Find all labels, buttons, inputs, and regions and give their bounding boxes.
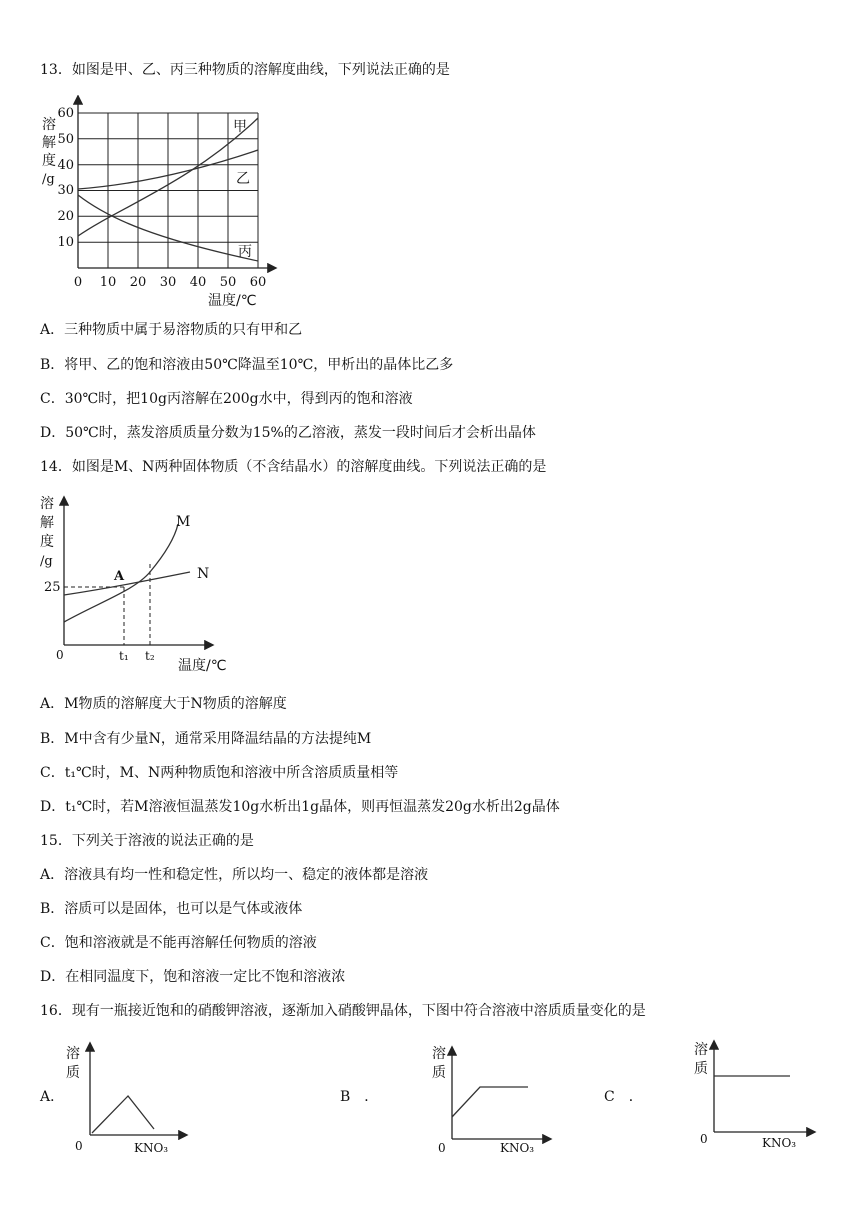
q13-xtick-40: 40 bbox=[189, 275, 207, 290]
q15-option-c: C．饱和溶液就是不能再溶解任何物质的溶液 bbox=[40, 935, 317, 951]
q16a-xlabel: KNO₃ bbox=[134, 1141, 169, 1155]
q16b-xlabel: KNO₃ bbox=[500, 1141, 535, 1155]
q16a-ylabel-1: 溶 bbox=[66, 1046, 80, 1062]
q13-option-b: B．将甲、乙的饱和溶液由50℃降温至10℃，甲析出的晶体比乙多 bbox=[40, 357, 454, 373]
q13-grid bbox=[78, 113, 258, 268]
q13-xlabel: 温度/℃ bbox=[208, 293, 257, 309]
q16-stem: 16．现有一瓶接近饱和的硝酸钾溶液，逐渐加入硝酸钾晶体，下图中符合溶液中溶质质量变化的是 bbox=[40, 1003, 646, 1019]
q13-xtick-10: 10 bbox=[99, 275, 117, 290]
q14-ylabel-3: 度 bbox=[40, 534, 54, 550]
q13-xtick-30: 30 bbox=[159, 275, 177, 290]
q14-ylabel-1: 溶 bbox=[40, 496, 54, 512]
q14-point-a: A bbox=[114, 569, 125, 584]
q14-stem: 14．如图是M、N两种固体物质（不含结晶水）的溶解度曲线。下列说法正确的是 bbox=[40, 459, 547, 475]
q13-ytick-10: 10 bbox=[57, 235, 74, 250]
q13-ylabel-3: 度 bbox=[42, 153, 56, 169]
q13-ylabel-unit: /g bbox=[42, 172, 55, 187]
q14-option-b: B．M中含有少量N，通常采用降温结晶的方法提纯M bbox=[40, 731, 372, 747]
q13-xtick-60: 60 bbox=[249, 275, 267, 290]
q13-label-jia: 甲 bbox=[233, 119, 247, 135]
q16-graph-a bbox=[62, 1040, 202, 1160]
q14-label-n: N bbox=[197, 566, 210, 582]
q14-y-mark-25: 25 bbox=[44, 580, 61, 595]
q14-solubility-chart bbox=[40, 492, 250, 682]
q16c-ylabel-1: 溶 bbox=[694, 1042, 708, 1058]
q14-xlabel: 温度/℃ bbox=[178, 658, 227, 674]
q16b-line bbox=[452, 1087, 528, 1117]
q16b-ylabel-2: 质 bbox=[432, 1065, 446, 1081]
q16-graph-c bbox=[690, 1036, 830, 1156]
q16b-ylabel-1: 溶 bbox=[432, 1046, 446, 1062]
q16b-origin: 0 bbox=[438, 1141, 446, 1155]
q14-origin: 0 bbox=[56, 648, 64, 662]
q14-option-a: A．M物质的溶解度大于N物质的溶解度 bbox=[40, 696, 287, 712]
q13-xtick-20: 20 bbox=[129, 275, 147, 290]
q13-ylabel-2: 解 bbox=[42, 135, 56, 151]
q16a-ylabel-2: 质 bbox=[66, 1065, 80, 1081]
q16-choice-c[interactable]: C ． bbox=[604, 1089, 643, 1105]
q14-curve-n bbox=[64, 572, 190, 595]
q15-stem: 15．下列关于溶液的说法正确的是 bbox=[40, 833, 254, 849]
q13-label-bing: 丙 bbox=[238, 244, 252, 260]
q13-option-d: D．50℃时，蒸发溶质质量分数为15%的乙溶液，蒸发一段时间后才会析出晶体 bbox=[40, 425, 536, 441]
q14-ylabel-unit: /g bbox=[40, 554, 53, 569]
q13-ytick-50: 50 bbox=[57, 132, 74, 147]
q13-ytick-20: 20 bbox=[57, 209, 74, 224]
q13-ytick-40: 40 bbox=[57, 158, 74, 173]
q13-xtick-50: 50 bbox=[219, 275, 237, 290]
q14-ylabel-2: 解 bbox=[40, 515, 54, 531]
q14-t2: t₂ bbox=[145, 649, 155, 663]
q16a-line bbox=[92, 1096, 154, 1133]
q14-t1: t₁ bbox=[119, 649, 129, 663]
q13-option-a: A．三种物质中属于易溶物质的只有甲和乙 bbox=[40, 322, 303, 338]
q16-choice-b[interactable]: B ． bbox=[340, 1089, 379, 1105]
q16-graph-b bbox=[428, 1040, 568, 1160]
q13-label-yi: 乙 bbox=[236, 171, 250, 187]
q16c-xlabel: KNO₃ bbox=[762, 1136, 797, 1150]
q16a-origin: 0 bbox=[75, 1139, 83, 1153]
q13-ylabel-1: 溶 bbox=[42, 117, 56, 133]
q13-ytick-30: 30 bbox=[57, 183, 74, 198]
q13-ytick-60: 60 bbox=[57, 106, 74, 121]
q14-option-c: C．t₁℃时，M、N两种物质饱和溶液中所含溶质质量相等 bbox=[40, 765, 399, 781]
q13-option-c: C．30℃时，把10g丙溶解在200g水中，得到丙的饱和溶液 bbox=[40, 391, 413, 407]
q15-option-a: A．溶液具有均一性和稳定性，所以均一、稳定的液体都是溶液 bbox=[40, 867, 429, 883]
q16c-origin: 0 bbox=[700, 1132, 708, 1146]
q13-solubility-chart bbox=[40, 95, 300, 315]
q13-xtick-0: 0 bbox=[73, 275, 83, 290]
q13-stem: 13．如图是甲、乙、丙三种物质的溶解度曲线，下列说法正确的是 bbox=[40, 62, 450, 78]
q16-choice-a[interactable]: A． bbox=[40, 1089, 65, 1105]
q14-option-d: D．t₁℃时，若M溶液恒温蒸发10g水析出1g晶体，则再恒温蒸发20g水析出2g晶体 bbox=[40, 799, 560, 815]
q15-option-b: B．溶质可以是固体，也可以是气体或液体 bbox=[40, 901, 303, 917]
q15-option-d: D．在相同温度下，饱和溶液一定比不饱和溶液浓 bbox=[40, 969, 346, 985]
q16c-ylabel-2: 质 bbox=[694, 1061, 708, 1077]
q14-label-m: M bbox=[176, 514, 191, 530]
